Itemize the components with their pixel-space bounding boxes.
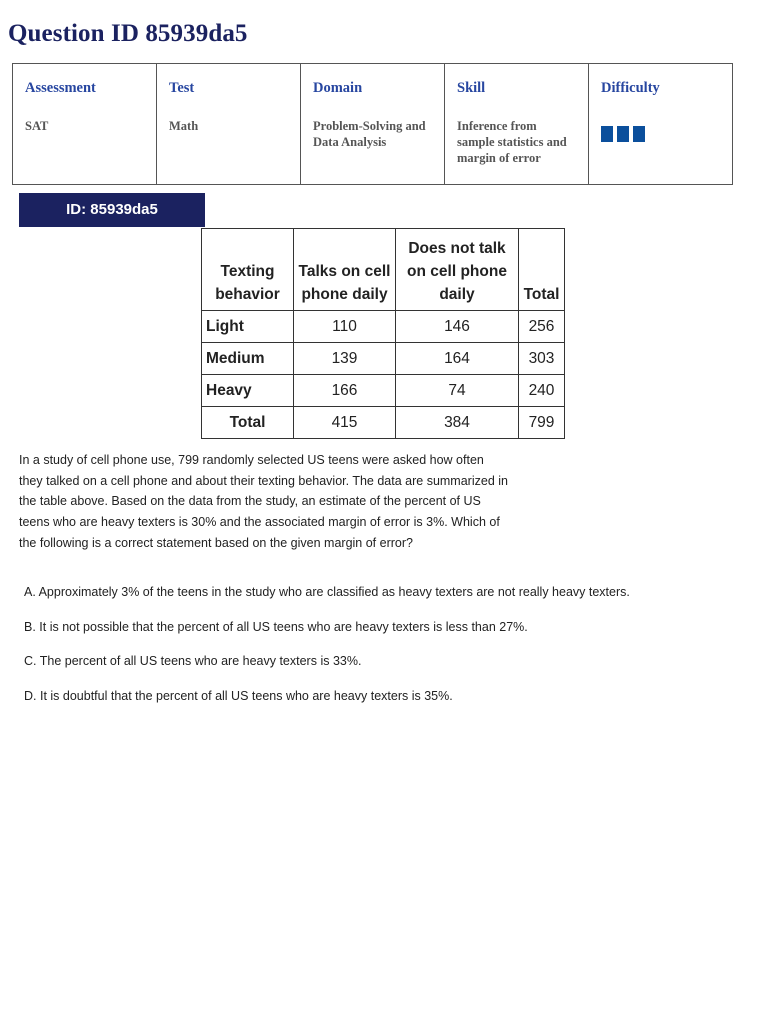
- meta-header-test: Test: [169, 80, 195, 96]
- meta-header-difficulty: Difficulty: [601, 80, 660, 96]
- row-label: Light: [202, 311, 294, 343]
- row-label: Medium: [202, 343, 294, 375]
- meta-value-test: Math: [169, 119, 199, 133]
- table-cell: 164: [396, 343, 519, 375]
- page-title: Question ID 85939da5: [8, 20, 248, 47]
- answer-choice-c[interactable]: C. The percent of all US teens who are heavy texters is 33%.: [24, 654, 362, 668]
- answer-choice-a[interactable]: A. Approximately 3% of the teens in the study who are classified as heavy texters are not really heavy texters.: [24, 585, 630, 599]
- question-id-banner: ID: 85939da5: [19, 193, 205, 227]
- answer-choice-d[interactable]: D. It is doubtful that the percent of all US teens who are heavy texters is 35%.: [24, 688, 453, 703]
- table-row: [202, 343, 565, 375]
- meta-value-domain: Problem-Solving and Data Analysis: [313, 119, 426, 149]
- meta-header-domain: Domain: [313, 80, 363, 96]
- question-stem: In a study of cell phone use, 799 randomly selected US teens were asked how often they talked on a cell phone and about their texting behavior. The data are summarized in the table above. Based on the data from the study, an estimate of the percent of US teens who are heavy texters is 30% and the associated margin of error is 3%. Which of the following is a correct statement based on the given margin of error?: [19, 453, 508, 550]
- answer-choices: [24, 582, 744, 720]
- table-cell: 110: [294, 311, 396, 343]
- total-row-label: Total: [202, 407, 294, 439]
- table-row: [202, 311, 565, 343]
- meta-header-skill: Skill: [457, 80, 486, 96]
- column-header-does-not-talk-daily: Does not talk on cell phone daily: [396, 229, 519, 311]
- answer-choice-b[interactable]: B. It is not possible that the percent of all US teens who are heavy texters is less than 27%.: [24, 619, 528, 634]
- column-header-total: Total: [519, 229, 565, 311]
- meta-value-skill: Inference from sample statistics and margin of error: [457, 119, 567, 165]
- meta-difficulty-cell: [589, 64, 733, 185]
- difficulty-bar-icon: [601, 126, 613, 142]
- table-cell: 799: [519, 407, 565, 439]
- table-cell: 384: [396, 407, 519, 439]
- table-cell: 139: [294, 343, 396, 375]
- table-cell: 74: [396, 375, 519, 407]
- table-cell: 166: [294, 375, 396, 407]
- table-cell: 256: [519, 311, 565, 343]
- column-header-talks-daily: Talks on cell phone daily: [294, 229, 396, 311]
- table-cell: 303: [519, 343, 565, 375]
- data-table: [201, 228, 565, 439]
- row-label: Heavy: [202, 375, 294, 407]
- question-metadata-table: [12, 63, 733, 185]
- difficulty-indicator: [601, 126, 720, 142]
- table-cell: 415: [294, 407, 396, 439]
- difficulty-bar-icon: [633, 126, 645, 142]
- meta-domain-cell: [301, 64, 445, 185]
- meta-assessment-cell: [13, 64, 157, 185]
- table-total-row: [202, 407, 565, 439]
- meta-skill-cell: [445, 64, 589, 185]
- table-row: [202, 375, 565, 407]
- meta-test-cell: [157, 64, 301, 185]
- table-cell: 240: [519, 375, 565, 407]
- difficulty-bar-icon: [617, 126, 629, 142]
- column-header-texting-behavior: Texting behavior: [202, 229, 294, 311]
- meta-value-assessment: SAT: [25, 119, 49, 133]
- table-cell: 146: [396, 311, 519, 343]
- meta-header-assessment: Assessment: [25, 80, 96, 96]
